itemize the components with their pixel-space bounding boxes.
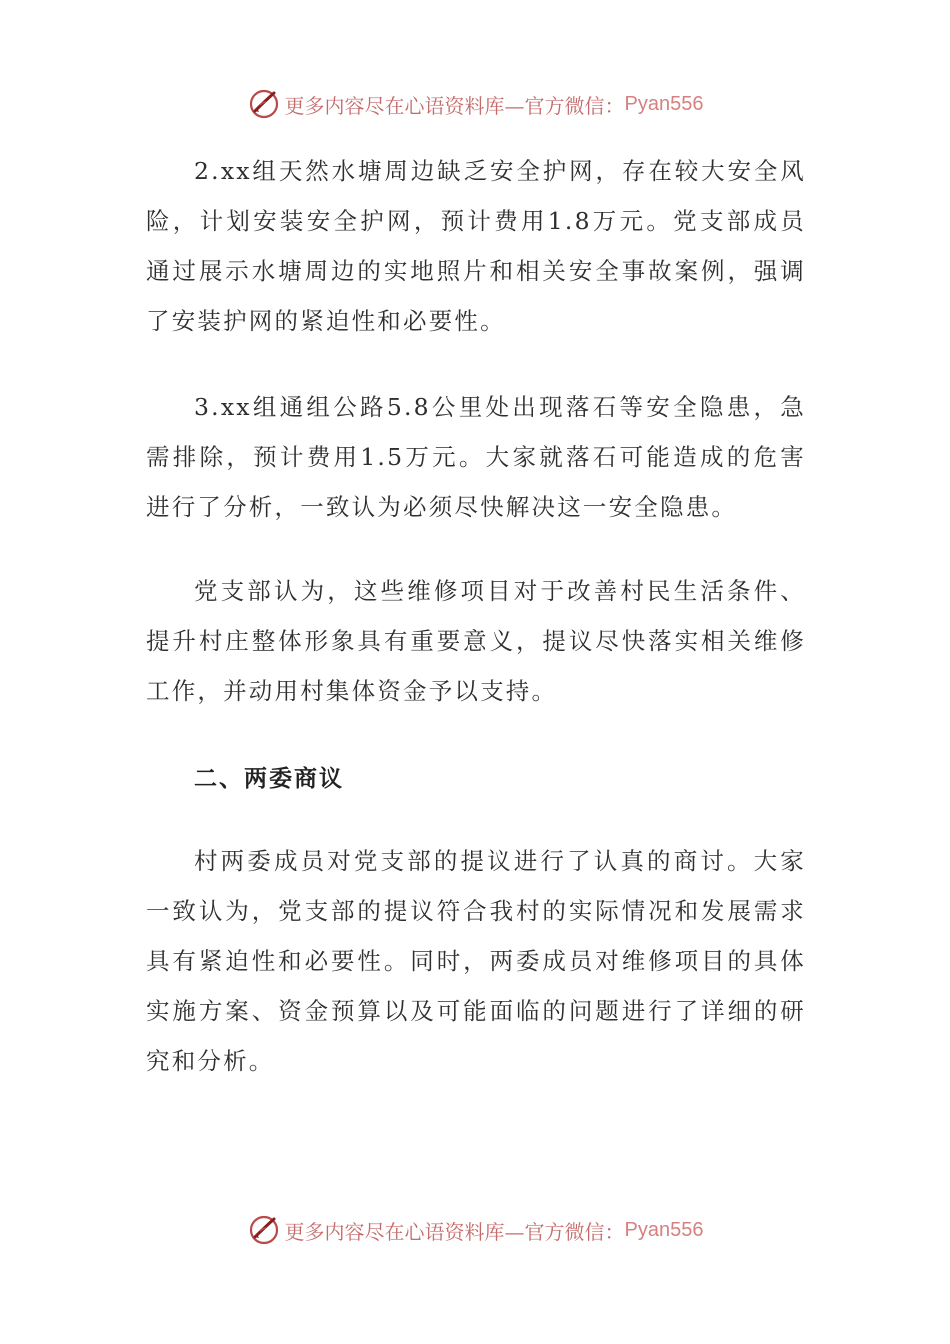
paragraph-item-2: 2.xx组天然水塘周边缺乏安全护网，存在较大安全风险，计划安装安全护网，预计费用1.8万元。党支部成员通过展示水塘周边的实地照片和相关安全事故案例，强调了安装护网的紧迫性和必要性。 — [146, 157, 806, 335]
header-banner — [0, 84, 950, 124]
paragraph-committee-discussion: 村两委成员对党支部的提议进行了认真的商讨。大家一致认为，党支部的提议符合我村的实际情况和发展需求具有紧迫性和必要性。同时，两委成员对维修项目的具体实施方案、资金预算以及可能面临的问题进行了详细的研究和分析。 — [146, 847, 806, 1075]
pen-logo-icon — [247, 87, 281, 121]
banner-wechat-id: Pyan556 — [624, 1218, 704, 1241]
section-heading: 二、两委商议 — [194, 766, 344, 792]
paragraph-item-3: 3.xx组通组公路5.8公里处出现落石等安全隐患，急需排除，预计费用1.5万元。大家就落石可能造成的危害进行了分析，一致认为必须尽快解决这一安全隐患。 — [146, 393, 806, 521]
banner-wechat-id: Pyan556 — [624, 92, 704, 115]
pen-logo-icon — [247, 1213, 281, 1247]
paragraph-party-branch-opinion: 党支部认为，这些维修项目对于改善村民生活条件、提升村庄整体形象具有重要意义，提议尽快落实相关维修工作，并动用村集体资金予以支持。 — [146, 577, 806, 705]
banner-text: 更多内容尽在心语资料库—官方微信： — [284, 1219, 625, 1244]
footer-banner — [0, 1210, 950, 1250]
banner-text: 更多内容尽在心语资料库—官方微信： — [284, 93, 625, 118]
